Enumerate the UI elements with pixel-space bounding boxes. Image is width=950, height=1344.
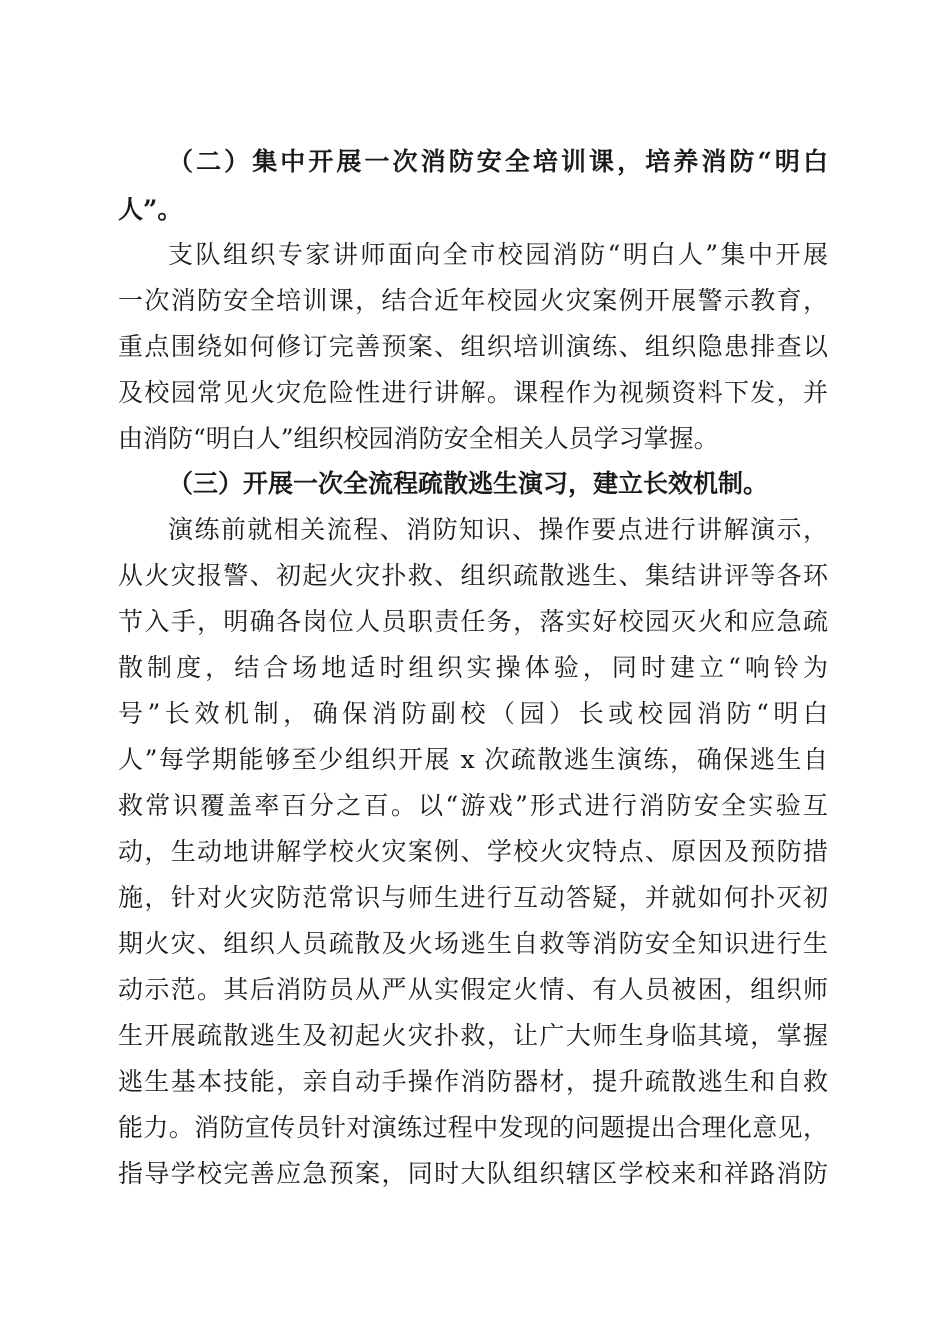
section3-para-line: 散制度，结合场地适时组织实操体验，同时建立“响铃为 <box>118 653 828 682</box>
section3-para-line: 动示范。其后消防员从严从实假定火情、有人员被困，组织师 <box>118 975 828 1004</box>
section2-heading-line1: （二）集中开展一次消防安全培训课，培养消防“明白 <box>168 147 828 176</box>
section3-para-line: 从火灾报警、初起火灾扑救、组织疏散逃生、集结讲评等各环 <box>118 561 828 590</box>
section3-para-line: 节入手，明确各岗位人员职责任务，落实好校园灭火和应急疏 <box>118 607 828 636</box>
section2-para-line: 一次消防安全培训课，结合近年校园火灾案例开展警示教育， <box>118 286 828 315</box>
section3-para-line: 人”每学期能够至少组织开展 x 次疏散逃生演练，确保逃生自 <box>118 745 828 774</box>
section3-para-line: 指导学校完善应急预案，同时大队组织辖区学校来和祥路消防 <box>118 1159 828 1188</box>
section3-para-line: 号”长效机制，确保消防副校（园）长或校园消防“明白 <box>118 699 828 728</box>
section3-para-line: 救常识覆盖率百分之百。以“游戏”形式进行消防安全实验互 <box>118 791 828 820</box>
section3-para-line: 逃生基本技能，亲自动手操作消防器材，提升疏散逃生和自救 <box>118 1067 828 1096</box>
section3-para-line: 施，针对火灾防范常识与师生进行互动答疑，并就如何扑灭初 <box>118 883 828 912</box>
section3-para-line: 生开展疏散逃生及初起火灾扑救，让广大师生身临其境，掌握 <box>118 1021 828 1050</box>
section3-para-line: 动，生动地讲解学校火灾案例、学校火灾特点、原因及预防措 <box>118 837 828 866</box>
section3-para-line: 演练前就相关流程、消防知识、操作要点进行讲解演示， <box>168 515 828 544</box>
section2-para-line: 由消防“明白人”组织校园消防安全相关人员学习掌握。 <box>118 424 719 453</box>
section3-para-line: 期火灾、组织人员疏散及火场逃生自救等消防安全知识进行生 <box>118 929 828 958</box>
section2-heading-line2: 人”。 <box>118 195 183 224</box>
section3-para-line: 能力。消防宣传员针对演练过程中发现的问题提出合理化意见， <box>118 1113 828 1142</box>
section2-para-line: 及校园常见火灾危险性进行讲解。课程作为视频资料下发，并 <box>118 378 828 407</box>
section2-para-line: 重点围绕如何修订完善预案、组织培训演练、组织隐患排查以 <box>118 332 828 361</box>
section3-heading: （三）开展一次全流程疏散逃生演习，建立长效机制。 <box>168 469 769 498</box>
section2-para-line: 支队组织专家讲师面向全市校园消防“明白人”集中开展 <box>168 240 828 269</box>
